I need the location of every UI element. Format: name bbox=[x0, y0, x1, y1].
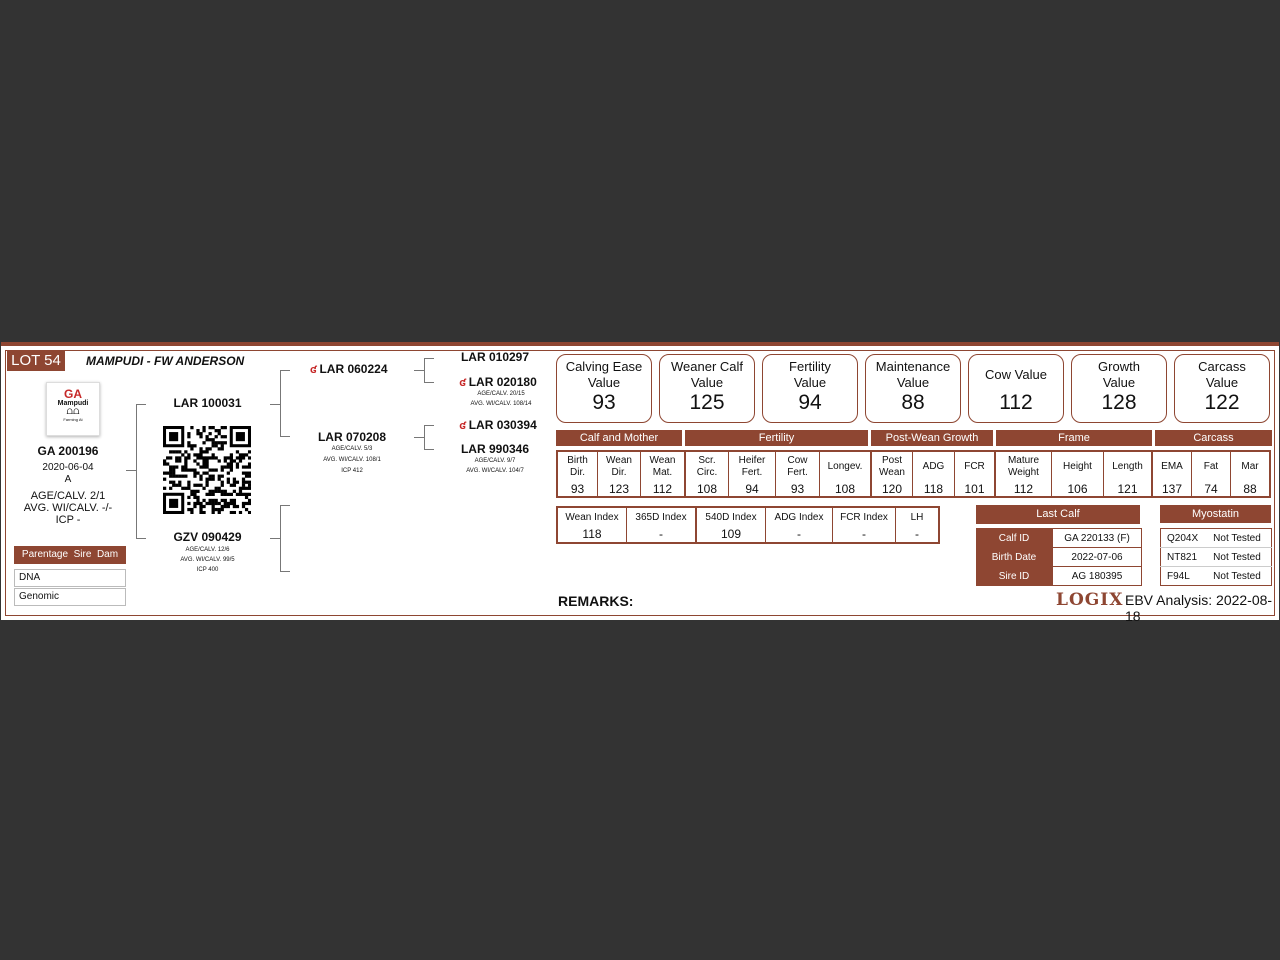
ebv-value: 106 bbox=[1052, 482, 1104, 497]
ebv-value: 137 bbox=[1152, 482, 1192, 497]
genomic-row: Genomic bbox=[14, 588, 126, 606]
connector bbox=[424, 425, 425, 449]
sd-icp: ICP 412 bbox=[341, 468, 363, 474]
value-card-fertility bbox=[762, 354, 858, 423]
ebv-value: 108 bbox=[820, 482, 872, 497]
connector bbox=[280, 370, 290, 371]
connector bbox=[424, 449, 434, 450]
ebv-header: Longev. bbox=[820, 451, 872, 482]
ss-row bbox=[310, 362, 388, 376]
myostatin-value: Not Tested bbox=[1213, 532, 1261, 544]
ssd-avg-wi: AVG. WI/CALV. 108/14 bbox=[470, 401, 532, 407]
myostatin-title: Myostatin bbox=[1160, 505, 1271, 523]
remarks-label: REMARKS: bbox=[558, 593, 634, 609]
sire-id: LAR 100031 bbox=[173, 396, 242, 410]
ebv-header: Height bbox=[1052, 451, 1104, 482]
connector bbox=[136, 404, 137, 538]
sdd-avg-wi: AVG. WI/CALV. 104/7 bbox=[466, 468, 524, 474]
breeder-logo bbox=[46, 382, 100, 436]
ebv-header: Wean Mat. bbox=[641, 451, 686, 482]
parentage-header: Parentage Sire Dam bbox=[14, 546, 126, 564]
index-value: 109 bbox=[696, 526, 766, 543]
connector bbox=[280, 370, 281, 436]
value-number: 125 bbox=[689, 391, 725, 414]
connector bbox=[270, 404, 280, 405]
value-number: 88 bbox=[901, 391, 925, 414]
connector bbox=[280, 505, 290, 506]
last-calf-table bbox=[976, 528, 1142, 586]
dam-age-calv: AGE/CALV. 12/6 bbox=[185, 547, 230, 553]
connector bbox=[414, 370, 424, 371]
logo-name: Mampudi bbox=[57, 400, 89, 407]
connector bbox=[270, 538, 280, 539]
ss-id: LAR 060224 bbox=[319, 362, 388, 376]
sds-id: LAR 030394 bbox=[468, 418, 537, 432]
value-label: Growth bbox=[1098, 359, 1140, 374]
value-label: Calving Ease bbox=[565, 359, 643, 374]
index-header: FCR Index bbox=[833, 507, 896, 526]
tested-mark-icon: ʛ bbox=[310, 364, 317, 376]
value-card-carcass bbox=[1174, 354, 1270, 423]
sds-row bbox=[446, 418, 550, 432]
ebv-value: 88 bbox=[1243, 482, 1257, 496]
value-number: 122 bbox=[1204, 391, 1240, 414]
ebv-header: Wean Dir. bbox=[598, 451, 641, 482]
ebv-value: 121 bbox=[1104, 482, 1153, 497]
ebv-header: Mar bbox=[1241, 461, 1259, 472]
dam-icp: ICP 400 bbox=[196, 567, 219, 573]
connector bbox=[280, 571, 290, 572]
value-label: Value bbox=[1102, 375, 1136, 390]
ebv-value: 112 bbox=[995, 482, 1052, 497]
connector bbox=[424, 382, 434, 383]
index-header: LH bbox=[910, 511, 924, 523]
last-calf-title: Last Calf bbox=[976, 505, 1140, 524]
value-label: Carcass bbox=[1198, 359, 1246, 374]
value-label: Value bbox=[690, 375, 724, 390]
index-value: - bbox=[833, 526, 896, 543]
connector bbox=[424, 425, 434, 426]
ssd-id: LAR 020180 bbox=[468, 375, 537, 389]
value-card-cow bbox=[968, 354, 1064, 423]
value-card-maintenance bbox=[865, 354, 961, 423]
last-calf-value: 2022-07-06 bbox=[1053, 548, 1142, 567]
value-label: Value bbox=[1205, 375, 1239, 390]
sss-id: LAR 010297 bbox=[460, 350, 530, 364]
connector bbox=[414, 437, 424, 438]
ebv-header: Mature Weight bbox=[995, 451, 1052, 482]
myostatin-key: Q204X bbox=[1167, 532, 1199, 544]
connector bbox=[136, 404, 146, 405]
dam-id: GZV 090429 bbox=[173, 530, 242, 544]
ebv-table bbox=[556, 450, 1271, 498]
index-header: ADG Index bbox=[766, 507, 833, 526]
group-carcass: Carcass bbox=[1155, 430, 1272, 446]
ebv-header: Scr. Circ. bbox=[685, 451, 729, 482]
last-calf-key: Sire ID bbox=[998, 570, 1030, 582]
ebv-header: Fat bbox=[1192, 451, 1231, 482]
connector bbox=[126, 470, 136, 471]
animal-id: GA 200196 bbox=[37, 444, 99, 458]
index-header: Wean Index bbox=[557, 507, 627, 526]
logo-tagline: Farming At bbox=[63, 417, 83, 422]
sd-age-calv: AGE/CALV. 5/3 bbox=[331, 446, 373, 452]
connector bbox=[280, 505, 281, 571]
ebv-value: 108 bbox=[685, 482, 729, 497]
ebv-value: 101 bbox=[955, 482, 996, 497]
myostatin-key: NT821 bbox=[1161, 548, 1208, 567]
ebv-header: Length bbox=[1104, 451, 1153, 482]
ebv-value: 123 bbox=[598, 482, 641, 497]
sd-id: LAR 070208 bbox=[317, 430, 387, 444]
value-card-growth bbox=[1071, 354, 1167, 423]
ebv-header: Birth Dir. bbox=[557, 451, 598, 482]
connector bbox=[424, 358, 434, 359]
ebv-value: 112 bbox=[641, 482, 686, 497]
dna-row: DNA bbox=[14, 569, 126, 587]
tested-mark-icon: ʛ bbox=[459, 377, 466, 389]
connector bbox=[136, 538, 146, 539]
index-header: 540D Index bbox=[696, 507, 766, 526]
animal-avg-wi: AVG. WI/CALV. -/- bbox=[23, 502, 113, 514]
index-table bbox=[556, 506, 940, 544]
index-value: - bbox=[627, 526, 697, 543]
tested-mark-icon: ʛ bbox=[459, 420, 466, 432]
qr-code-icon bbox=[163, 426, 251, 514]
last-calf-value: AG 180395 bbox=[1053, 567, 1142, 586]
ssd-age-calv: AGE/CALV. 20/15 bbox=[477, 391, 525, 397]
ebv-header: Post Wean bbox=[871, 451, 913, 482]
animal-age-calv: AGE/CALV. 2/1 bbox=[30, 490, 106, 502]
index-value: - bbox=[915, 527, 919, 541]
index-value: - bbox=[766, 526, 833, 543]
sd-avg-wi: AVG. WI/CALV. 108/1 bbox=[323, 457, 381, 463]
breeder-name: MAMPUDI - FW ANDERSON bbox=[86, 354, 245, 368]
logo-mark: GA bbox=[64, 387, 82, 401]
myostatin-value: Not Tested bbox=[1207, 548, 1271, 567]
value-label: Fertility bbox=[789, 359, 831, 374]
index-header: 365D Index bbox=[627, 507, 697, 526]
logix-logo: LOGIX bbox=[1056, 590, 1124, 610]
ssd-row bbox=[446, 375, 550, 389]
sdd-age-calv: AGE/CALV. 9/7 bbox=[474, 458, 516, 464]
group-post-wean-growth: Post-Wean Growth bbox=[871, 430, 993, 446]
value-label: Value bbox=[793, 375, 827, 390]
dam-avg-wi: AVG. WI/CALV. 99/5 bbox=[180, 557, 235, 563]
value-label: Value bbox=[896, 375, 930, 390]
sdd-id: LAR 990346 bbox=[460, 442, 530, 456]
myostatin-key: F94L bbox=[1161, 567, 1208, 586]
last-calf-key: Birth Date bbox=[991, 551, 1037, 563]
ebv-header: Heifer Fert. bbox=[729, 451, 776, 482]
ebv-value: 93 bbox=[776, 482, 820, 497]
ebv-value: 120 bbox=[871, 482, 913, 497]
last-calf-value: GA 220133 (F) bbox=[1053, 529, 1142, 548]
value-number: 112 bbox=[999, 391, 1033, 414]
ebv-value: 118 bbox=[913, 482, 955, 497]
value-label: Weaner Calf bbox=[670, 359, 743, 374]
value-label: Maintenance bbox=[875, 359, 951, 374]
group-frame: Frame bbox=[996, 430, 1152, 446]
value-number: 128 bbox=[1101, 391, 1137, 414]
animal-icp: ICP - bbox=[55, 514, 81, 526]
ebv-value: 94 bbox=[729, 482, 776, 497]
value-card-weaner-calf bbox=[659, 354, 755, 423]
connector bbox=[424, 358, 425, 382]
ebv-value: 93 bbox=[557, 482, 598, 497]
myostatin-table bbox=[1160, 528, 1272, 586]
value-label: Value bbox=[587, 375, 621, 390]
ebv-header: Cow Fert. bbox=[776, 451, 820, 482]
value-label: Cow Value bbox=[985, 367, 1047, 382]
ebv-value: 74 bbox=[1192, 482, 1231, 497]
animal-grade: A bbox=[64, 474, 72, 485]
ebv-header: EMA bbox=[1152, 451, 1192, 482]
connector bbox=[280, 436, 290, 437]
group-calf-and-mother: Calf and Mother bbox=[556, 430, 682, 446]
value-card-calving-ease bbox=[556, 354, 652, 423]
animal-dob: 2020-06-04 bbox=[42, 462, 94, 473]
last-calf-key: Calf ID bbox=[998, 532, 1030, 544]
value-number: 94 bbox=[798, 391, 822, 414]
ebv-analysis-date: EBV Analysis: 2022-08-18 bbox=[1125, 592, 1273, 624]
lot-badge: LOT 54 bbox=[7, 351, 65, 371]
ebv-header: ADG bbox=[913, 451, 955, 482]
index-value: 118 bbox=[557, 526, 627, 543]
ebv-header: FCR bbox=[955, 451, 996, 482]
value-number: 93 bbox=[592, 391, 616, 414]
group-fertility: Fertility bbox=[685, 430, 868, 446]
myostatin-value: Not Tested bbox=[1207, 567, 1271, 586]
logo-symbol-icon: ⩍⩍ bbox=[66, 406, 80, 417]
